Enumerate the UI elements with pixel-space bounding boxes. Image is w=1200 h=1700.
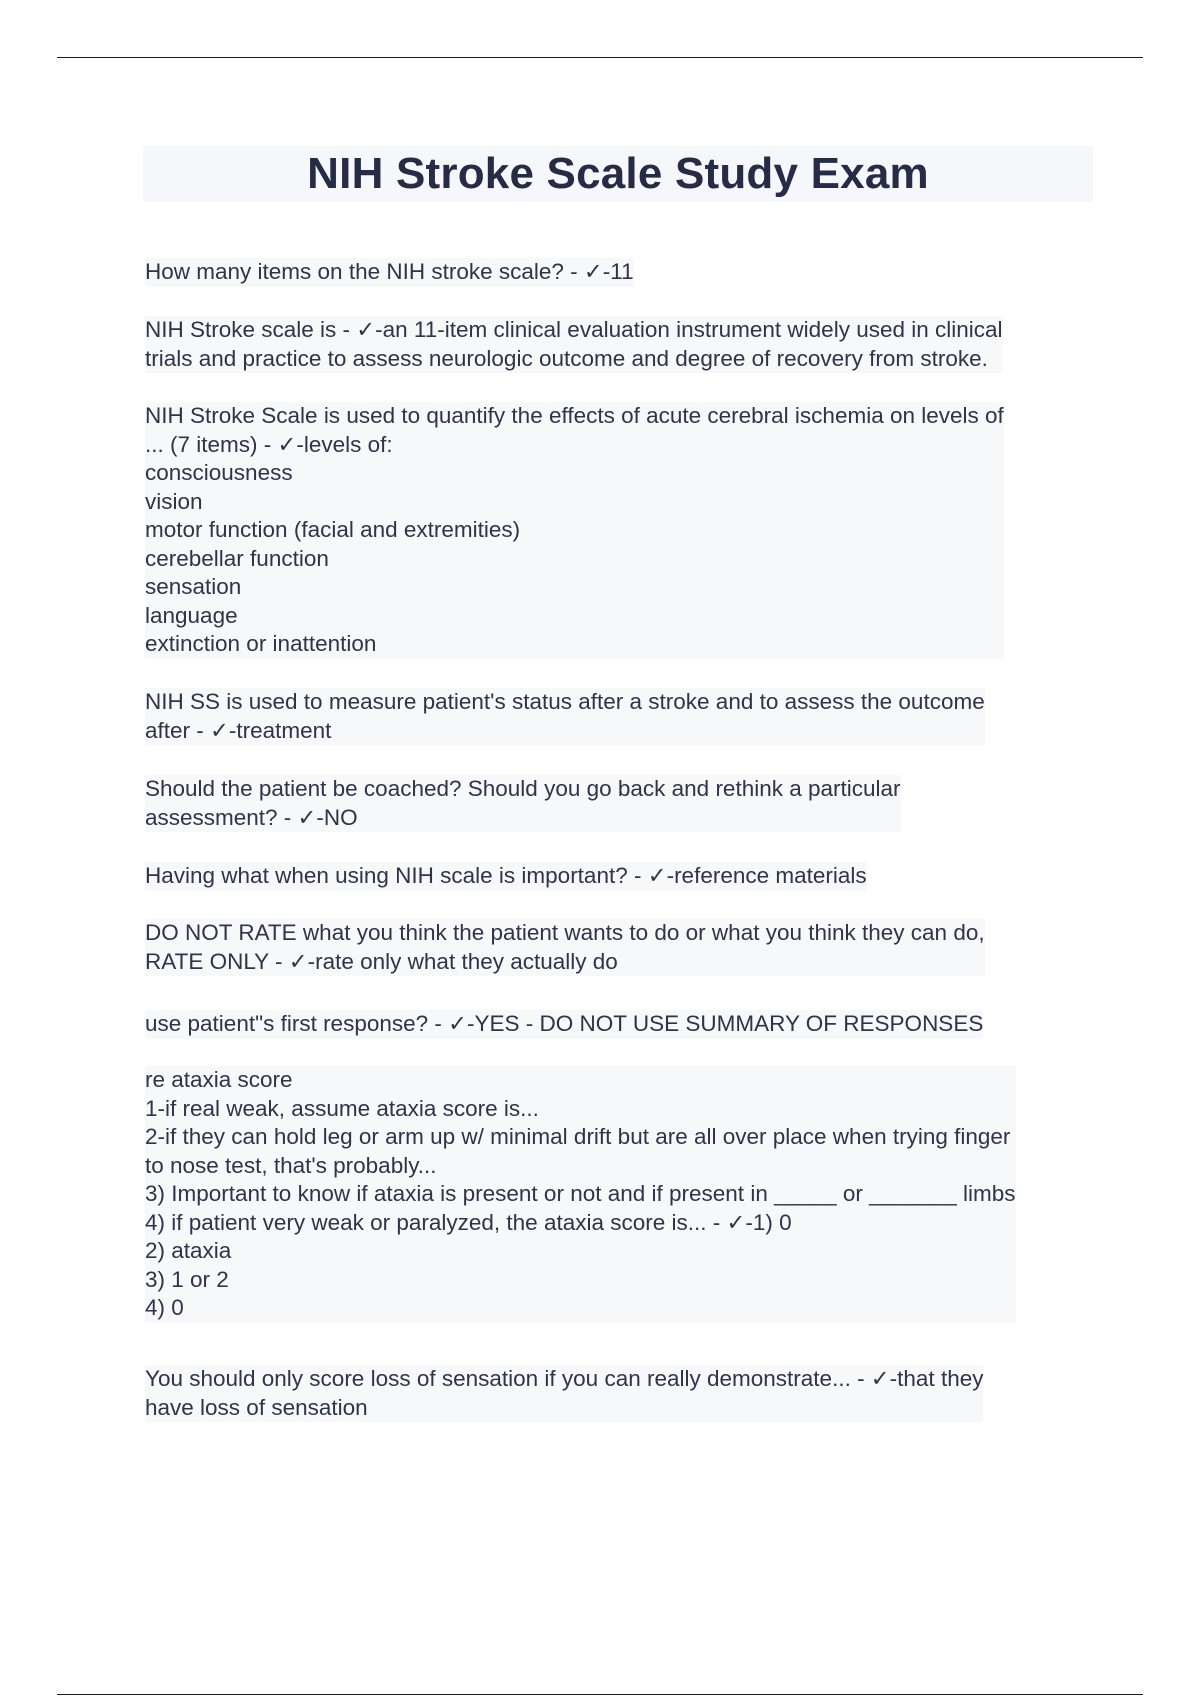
qa-line: after - ✓-treatment [145, 717, 985, 746]
qa-item-4 [145, 688, 985, 745]
bottom-rule [57, 1694, 1143, 1695]
qa-line: NIH SS is used to measure patient's status after a stroke and to assess the outcome [145, 688, 985, 717]
qa-line: cerebellar function [145, 545, 1004, 574]
qa-line: to nose test, that's probably... [145, 1152, 1016, 1181]
qa-line: RATE ONLY - ✓-rate only what they actually do [145, 948, 985, 977]
qa-line: sensation [145, 573, 1004, 602]
qa-line: DO NOT RATE what you think the patient wants to do or what you think they can do, [145, 919, 985, 948]
qa-line: 4) 0 [145, 1294, 1016, 1323]
qa-line: Having what when using NIH scale is important? - ✓-reference materials [145, 862, 867, 891]
title-band [143, 146, 1093, 202]
qa-item-1 [145, 258, 634, 287]
qa-line: How many items on the NIH stroke scale? - ✓-11 [145, 258, 634, 287]
qa-line: assessment? - ✓-NO [145, 804, 901, 833]
qa-line: consciousness [145, 459, 1004, 488]
qa-line: extinction or inattention [145, 630, 1004, 659]
qa-line: NIH Stroke Scale is used to quantify the effects of acute cerebral ischemia on levels of [145, 402, 1004, 431]
qa-item-2 [145, 316, 1003, 373]
qa-item-8 [145, 1010, 983, 1039]
qa-line: ... (7 items) - ✓-levels of: [145, 431, 1004, 460]
qa-item-3 [145, 402, 1004, 659]
qa-line: use patient"s first response? - ✓-YES - DO NOT USE SUMMARY OF RESPONSES [145, 1010, 983, 1039]
qa-line: 2) ataxia [145, 1237, 1016, 1266]
qa-line: re ataxia score [145, 1066, 1016, 1095]
qa-item-5 [145, 775, 901, 832]
qa-item-9 [145, 1066, 1016, 1323]
qa-item-10 [145, 1365, 983, 1422]
qa-line: 4) if patient very weak or paralyzed, the ataxia score is... - ✓-1) 0 [145, 1209, 1016, 1238]
qa-line: 1-if real weak, assume ataxia score is... [145, 1095, 1016, 1124]
qa-line: have loss of sensation [145, 1394, 983, 1423]
qa-line: 2-if they can hold leg or arm up w/ minimal drift but are all over place when trying finger [145, 1123, 1016, 1152]
qa-line: motor function (facial and extremities) [145, 516, 1004, 545]
qa-line: Should the patient be coached? Should you go back and rethink a particular [145, 775, 901, 804]
page-title: NIH Stroke Scale Study Exam [307, 149, 929, 198]
qa-line: You should only score loss of sensation if you can really demonstrate... - ✓-that they [145, 1365, 983, 1394]
qa-line: language [145, 602, 1004, 631]
qa-item-6 [145, 862, 867, 891]
qa-line: NIH Stroke scale is - ✓-an 11-item clinical evaluation instrument widely used in clinical [145, 316, 1003, 345]
qa-line: 3) 1 or 2 [145, 1266, 1016, 1295]
qa-line: trials and practice to assess neurologic outcome and degree of recovery from stroke. [145, 345, 1003, 374]
qa-item-7 [145, 919, 985, 976]
qa-line: vision [145, 488, 1004, 517]
qa-line: 3) Important to know if ataxia is present or not and if present in _____ or _______ limbs [145, 1180, 1016, 1209]
top-rule [57, 57, 1143, 58]
